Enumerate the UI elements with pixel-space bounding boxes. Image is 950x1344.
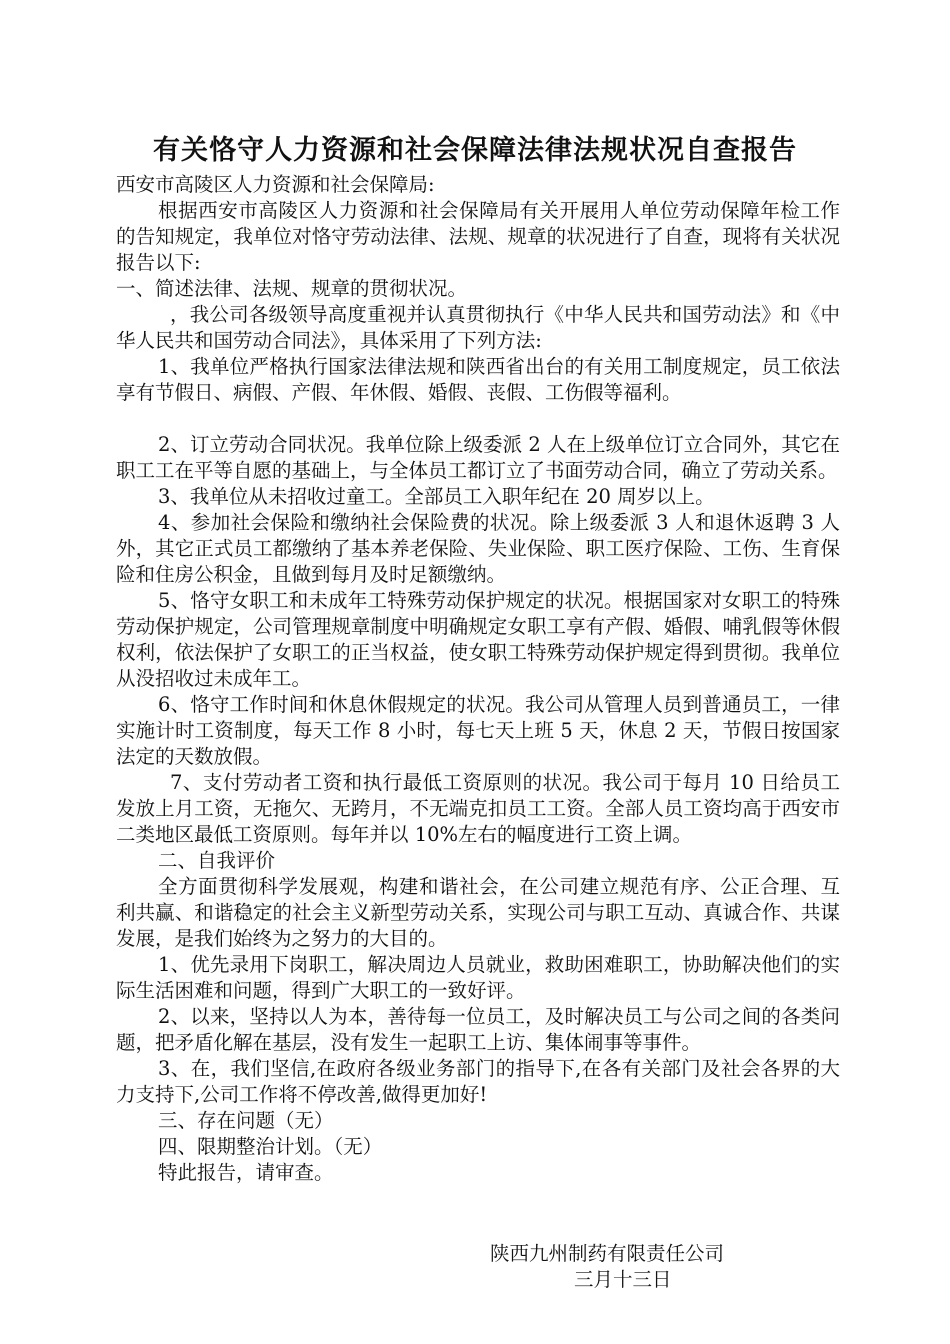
- item-3: 3、我单位从未招收过童工。全部员工入职年纪在 20 周岁以上。: [158, 485, 715, 508]
- section-1-intro: ，我公司各级领导高度重视并认真贯彻执行《中华人民共和国劳动法》和《中华人民共和国劳动合同法》，具体采用了下列方法:: [116, 303, 840, 352]
- section-3-heading: 三、存在问题（无）: [158, 1109, 334, 1132]
- item-2: 2、订立劳动合同状况。我单位除上级委派 2 人在上级单位订立合同外，其它在职工工在平等自愿的基础上，与全体员工都订立了书面劳动合同，确立了劳动关系。: [116, 433, 840, 482]
- intro-paragraph: 根据西安市高陵区人力资源和社会保障局有关开展用人单位劳动保障年检工作的告知规定，我单位对恪守劳动法律、法规、规章的状况进行了自查，现将有关状况报告以下:: [116, 199, 840, 274]
- blank-line: [116, 406, 840, 432]
- section-1-heading: 一、简述法律、法规、规章的贯彻状况。: [116, 277, 468, 300]
- signature-date: 三月十三日: [574, 1268, 672, 1291]
- evaluation-1: 1、优先录用下岗职工，解决周边人员就业，救助困难职工，协助解决他们的实际生活困难和问题，得到广大职工的一致好评。: [116, 953, 840, 1002]
- evaluation-3: 3、在，我们坚信,在政府各级业务部门的指导下,在各有关部门及社会各界的大力支持下,公司工作将不停改善,做得更加好!: [116, 1057, 840, 1106]
- report-body: [116, 172, 840, 1186]
- recipient: 西安市高陵区人力资源和社会保障局:: [116, 173, 435, 196]
- section-2-intro: 全方面贯彻科学发展观，构建和谐社会，在公司建立规范有序、公正合理、互利共赢、和谐稳定的社会主义新型劳动关系，实现公司与职工互动、真诚合作、共谋发展，是我们始终为之努力的大目的。: [116, 875, 840, 950]
- item-5: 5、恪守女职工和未成年工特殊劳动保护规定的状况。根据国家对女职工的特殊劳动保护规定，公司管理规章制度中明确规定女职工享有产假、婚假、哺乳假等休假权利，依法保护了女职工的正当权益，使女职工特殊劳动保护规定得到贯彻。我单位从没招收过未成年工。: [116, 589, 840, 690]
- item-6: 6、恪守工作时间和休息休假规定的状况。我公司从管理人员到普通员工，一律实施计时工资制度，每天工作 8 小时，每七天上班 5 天，休息 2 天，节假日按国家法定的天数放假。: [116, 693, 840, 768]
- evaluation-2: 2、以来，坚持以人为本，善待每一位员工，及时解决员工与公司之间的各类问题，把矛盾化解在基层，没有发生一起职工上访、集体闹事等事件。: [116, 1005, 840, 1054]
- item-1: 1、我单位严格执行国家法律法规和陕西省出台的有关用工制度规定，员工依法享有节假日、病假、产假、年休假、婚假、丧假、工伤假等福利。: [116, 355, 840, 404]
- signature-company: 陕西九州制药有限责任公司: [490, 1242, 725, 1265]
- item-7: 7、支付劳动者工资和执行最低工资原则的状况。我公司于每月 10 日给员工发放上月工资，无拖欠、无跨月，不无端克扣员工工资。全部人员工资均高于西安市二类地区最低工资原则。每年并以 10%左右的幅度进行工资上调。: [116, 771, 840, 846]
- closing-line: 特此报告，请审查。: [158, 1161, 334, 1184]
- item-4: 4、参加社会保险和缴纳社会保险费的状况。除上级委派 3 人和退休返聘 3 人外，其它正式员工都缴纳了基本养老保险、失业保险、职工医疗保险、工伤、生育保险和住房公积金，且做到每月及时足额缴纳。: [116, 511, 840, 586]
- report-title: 有关恪守人力资源和社会保障法律法规状况自查报告: [153, 135, 797, 166]
- section-4-heading: 四、限期整治计划。（无）: [158, 1135, 383, 1158]
- section-2-heading: 二、自我评价: [158, 849, 276, 872]
